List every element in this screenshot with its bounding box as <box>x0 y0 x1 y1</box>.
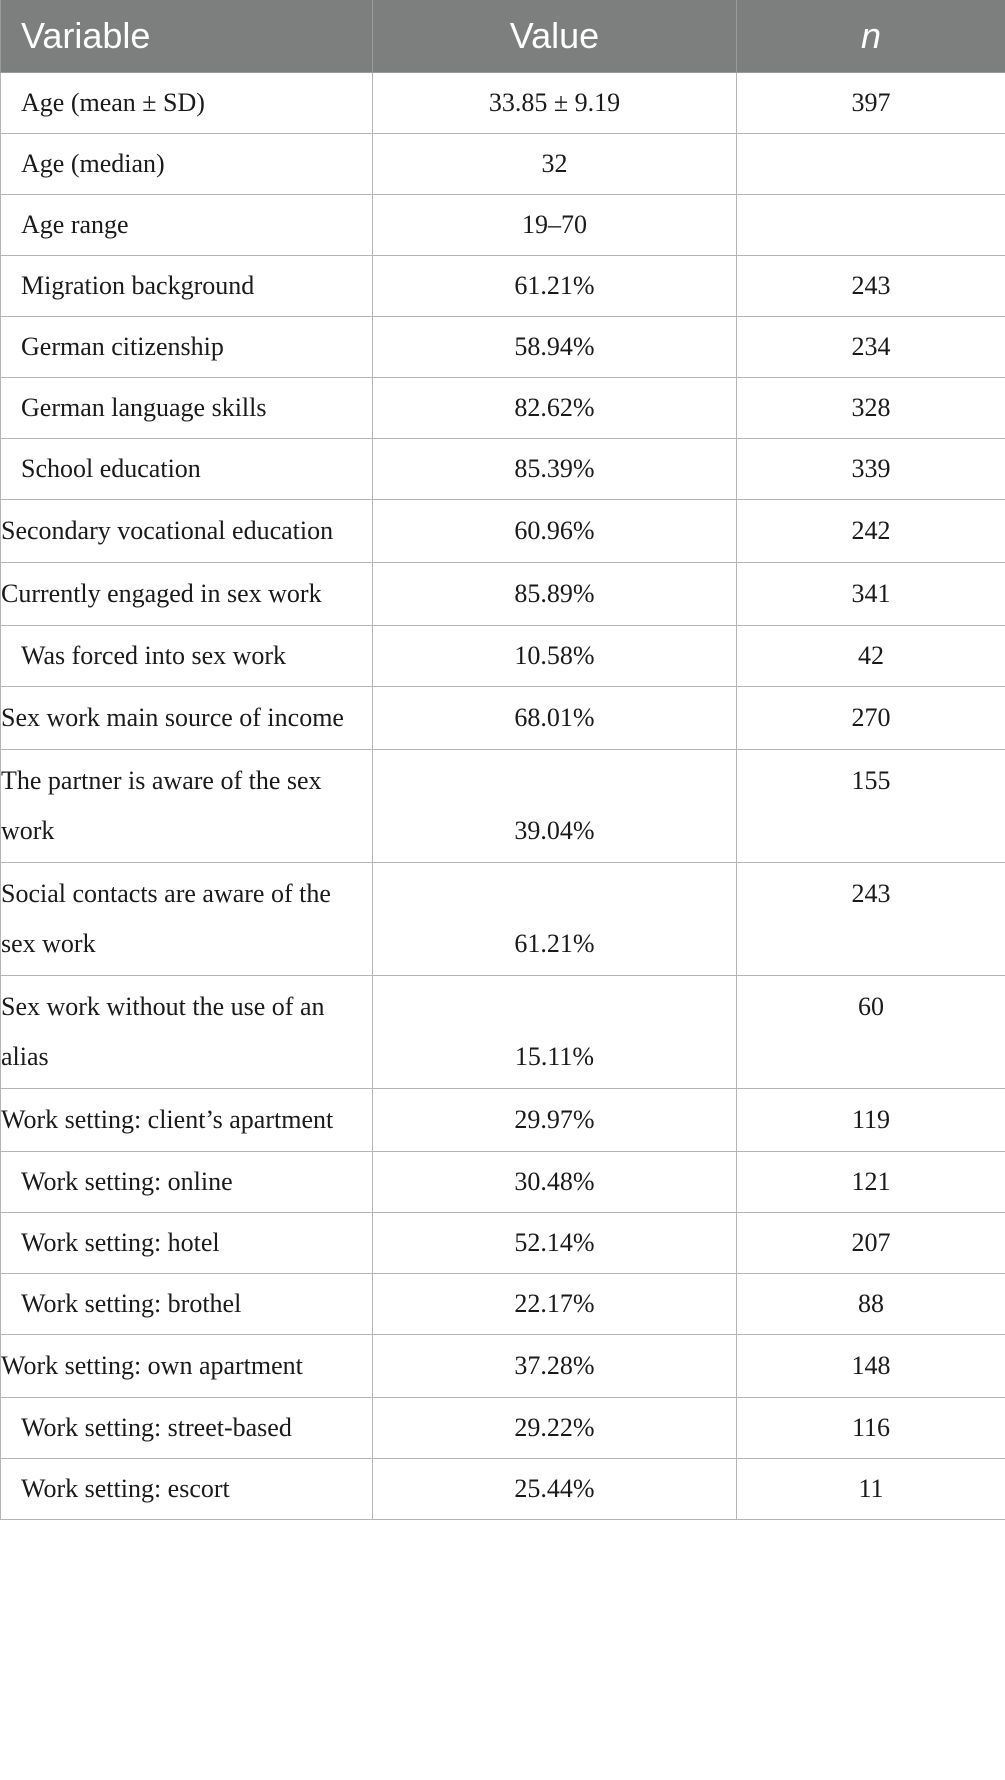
cell-n: 207 <box>737 1213 1005 1274</box>
cell-variable: Work setting: street-based <box>1 1398 373 1459</box>
cell-n: 243 <box>737 863 1005 976</box>
cell-n: 155 <box>737 750 1005 863</box>
table-row <box>1 1213 1005 1274</box>
cell-value: 10.58% <box>373 626 737 687</box>
cell-n: 341 <box>737 563 1005 626</box>
cell-value: 58.94% <box>373 317 737 378</box>
cell-n: 121 <box>737 1152 1005 1213</box>
cell-variable: Work setting: escort <box>1 1459 373 1520</box>
table-row <box>1 1459 1005 1520</box>
cell-value: 22.17% <box>373 1274 737 1335</box>
table-row <box>1 378 1005 439</box>
table-body <box>1 73 1005 1520</box>
table-row <box>1 195 1005 256</box>
cell-n: 60 <box>737 976 1005 1089</box>
cell-value: 32 <box>373 134 737 195</box>
table-header <box>1 0 1005 73</box>
cell-n: 11 <box>737 1459 1005 1520</box>
cell-n: 339 <box>737 439 1005 500</box>
cell-value: 33.85 ± 9.19 <box>373 73 737 134</box>
cell-value: 15.11% <box>373 976 737 1089</box>
cell-variable: Migration background <box>1 256 373 317</box>
cell-n: 119 <box>737 1089 1005 1152</box>
cell-value: 39.04% <box>373 750 737 863</box>
cell-variable: German language skills <box>1 378 373 439</box>
header-n: n <box>737 0 1005 73</box>
table-row <box>1 976 1005 1089</box>
cell-variable: Work setting: own apartment <box>1 1335 373 1398</box>
cell-n: 270 <box>737 687 1005 750</box>
cell-variable: Currently engaged in sex work <box>1 563 373 626</box>
cell-variable: The partner is aware of the sex work <box>1 750 373 863</box>
cell-value: 85.39% <box>373 439 737 500</box>
table-row <box>1 687 1005 750</box>
cell-value: 60.96% <box>373 500 737 563</box>
table-row <box>1 134 1005 195</box>
table-row <box>1 863 1005 976</box>
table-row <box>1 626 1005 687</box>
header-value: Value <box>373 0 737 73</box>
cell-n: 148 <box>737 1335 1005 1398</box>
cell-variable: Age range <box>1 195 373 256</box>
cell-variable: Secondary vocational education <box>1 500 373 563</box>
cell-variable: Work setting: client’s apartment <box>1 1089 373 1152</box>
cell-n: 88 <box>737 1274 1005 1335</box>
cell-value: 61.21% <box>373 256 737 317</box>
cell-value: 29.22% <box>373 1398 737 1459</box>
cell-n: 328 <box>737 378 1005 439</box>
table-row <box>1 73 1005 134</box>
table-row <box>1 750 1005 863</box>
cell-value: 29.97% <box>373 1089 737 1152</box>
header-variable: Variable <box>1 0 373 73</box>
cell-variable: Work setting: brothel <box>1 1274 373 1335</box>
table-row <box>1 1335 1005 1398</box>
table-row <box>1 1089 1005 1152</box>
table-row <box>1 1398 1005 1459</box>
cell-value: 25.44% <box>373 1459 737 1520</box>
table-row <box>1 500 1005 563</box>
cell-value: 61.21% <box>373 863 737 976</box>
table-row <box>1 1152 1005 1213</box>
cell-value: 85.89% <box>373 563 737 626</box>
cell-variable: School education <box>1 439 373 500</box>
table-row <box>1 439 1005 500</box>
cell-value: 68.01% <box>373 687 737 750</box>
cell-n: 42 <box>737 626 1005 687</box>
cell-n: 243 <box>737 256 1005 317</box>
cell-n: 242 <box>737 500 1005 563</box>
cell-n: 397 <box>737 73 1005 134</box>
cell-variable: Social contacts are aware of the sex work <box>1 863 373 976</box>
cell-variable: Sex work without the use of an alias <box>1 976 373 1089</box>
cell-n: 116 <box>737 1398 1005 1459</box>
table-row <box>1 1274 1005 1335</box>
cell-n <box>737 195 1005 256</box>
cell-value: 19–70 <box>373 195 737 256</box>
table-row <box>1 317 1005 378</box>
cell-n <box>737 134 1005 195</box>
cell-variable: Work setting: hotel <box>1 1213 373 1274</box>
cell-variable: German citizenship <box>1 317 373 378</box>
table-row <box>1 563 1005 626</box>
header-row <box>1 0 1005 73</box>
cell-value: 30.48% <box>373 1152 737 1213</box>
table-row <box>1 256 1005 317</box>
cell-variable: Age (median) <box>1 134 373 195</box>
cell-variable: Sex work main source of income <box>1 687 373 750</box>
cell-variable: Work setting: online <box>1 1152 373 1213</box>
cell-variable: Was forced into sex work <box>1 626 373 687</box>
cell-value: 82.62% <box>373 378 737 439</box>
cell-value: 37.28% <box>373 1335 737 1398</box>
cell-n: 234 <box>737 317 1005 378</box>
cell-value: 52.14% <box>373 1213 737 1274</box>
cell-variable: Age (mean ± SD) <box>1 73 373 134</box>
